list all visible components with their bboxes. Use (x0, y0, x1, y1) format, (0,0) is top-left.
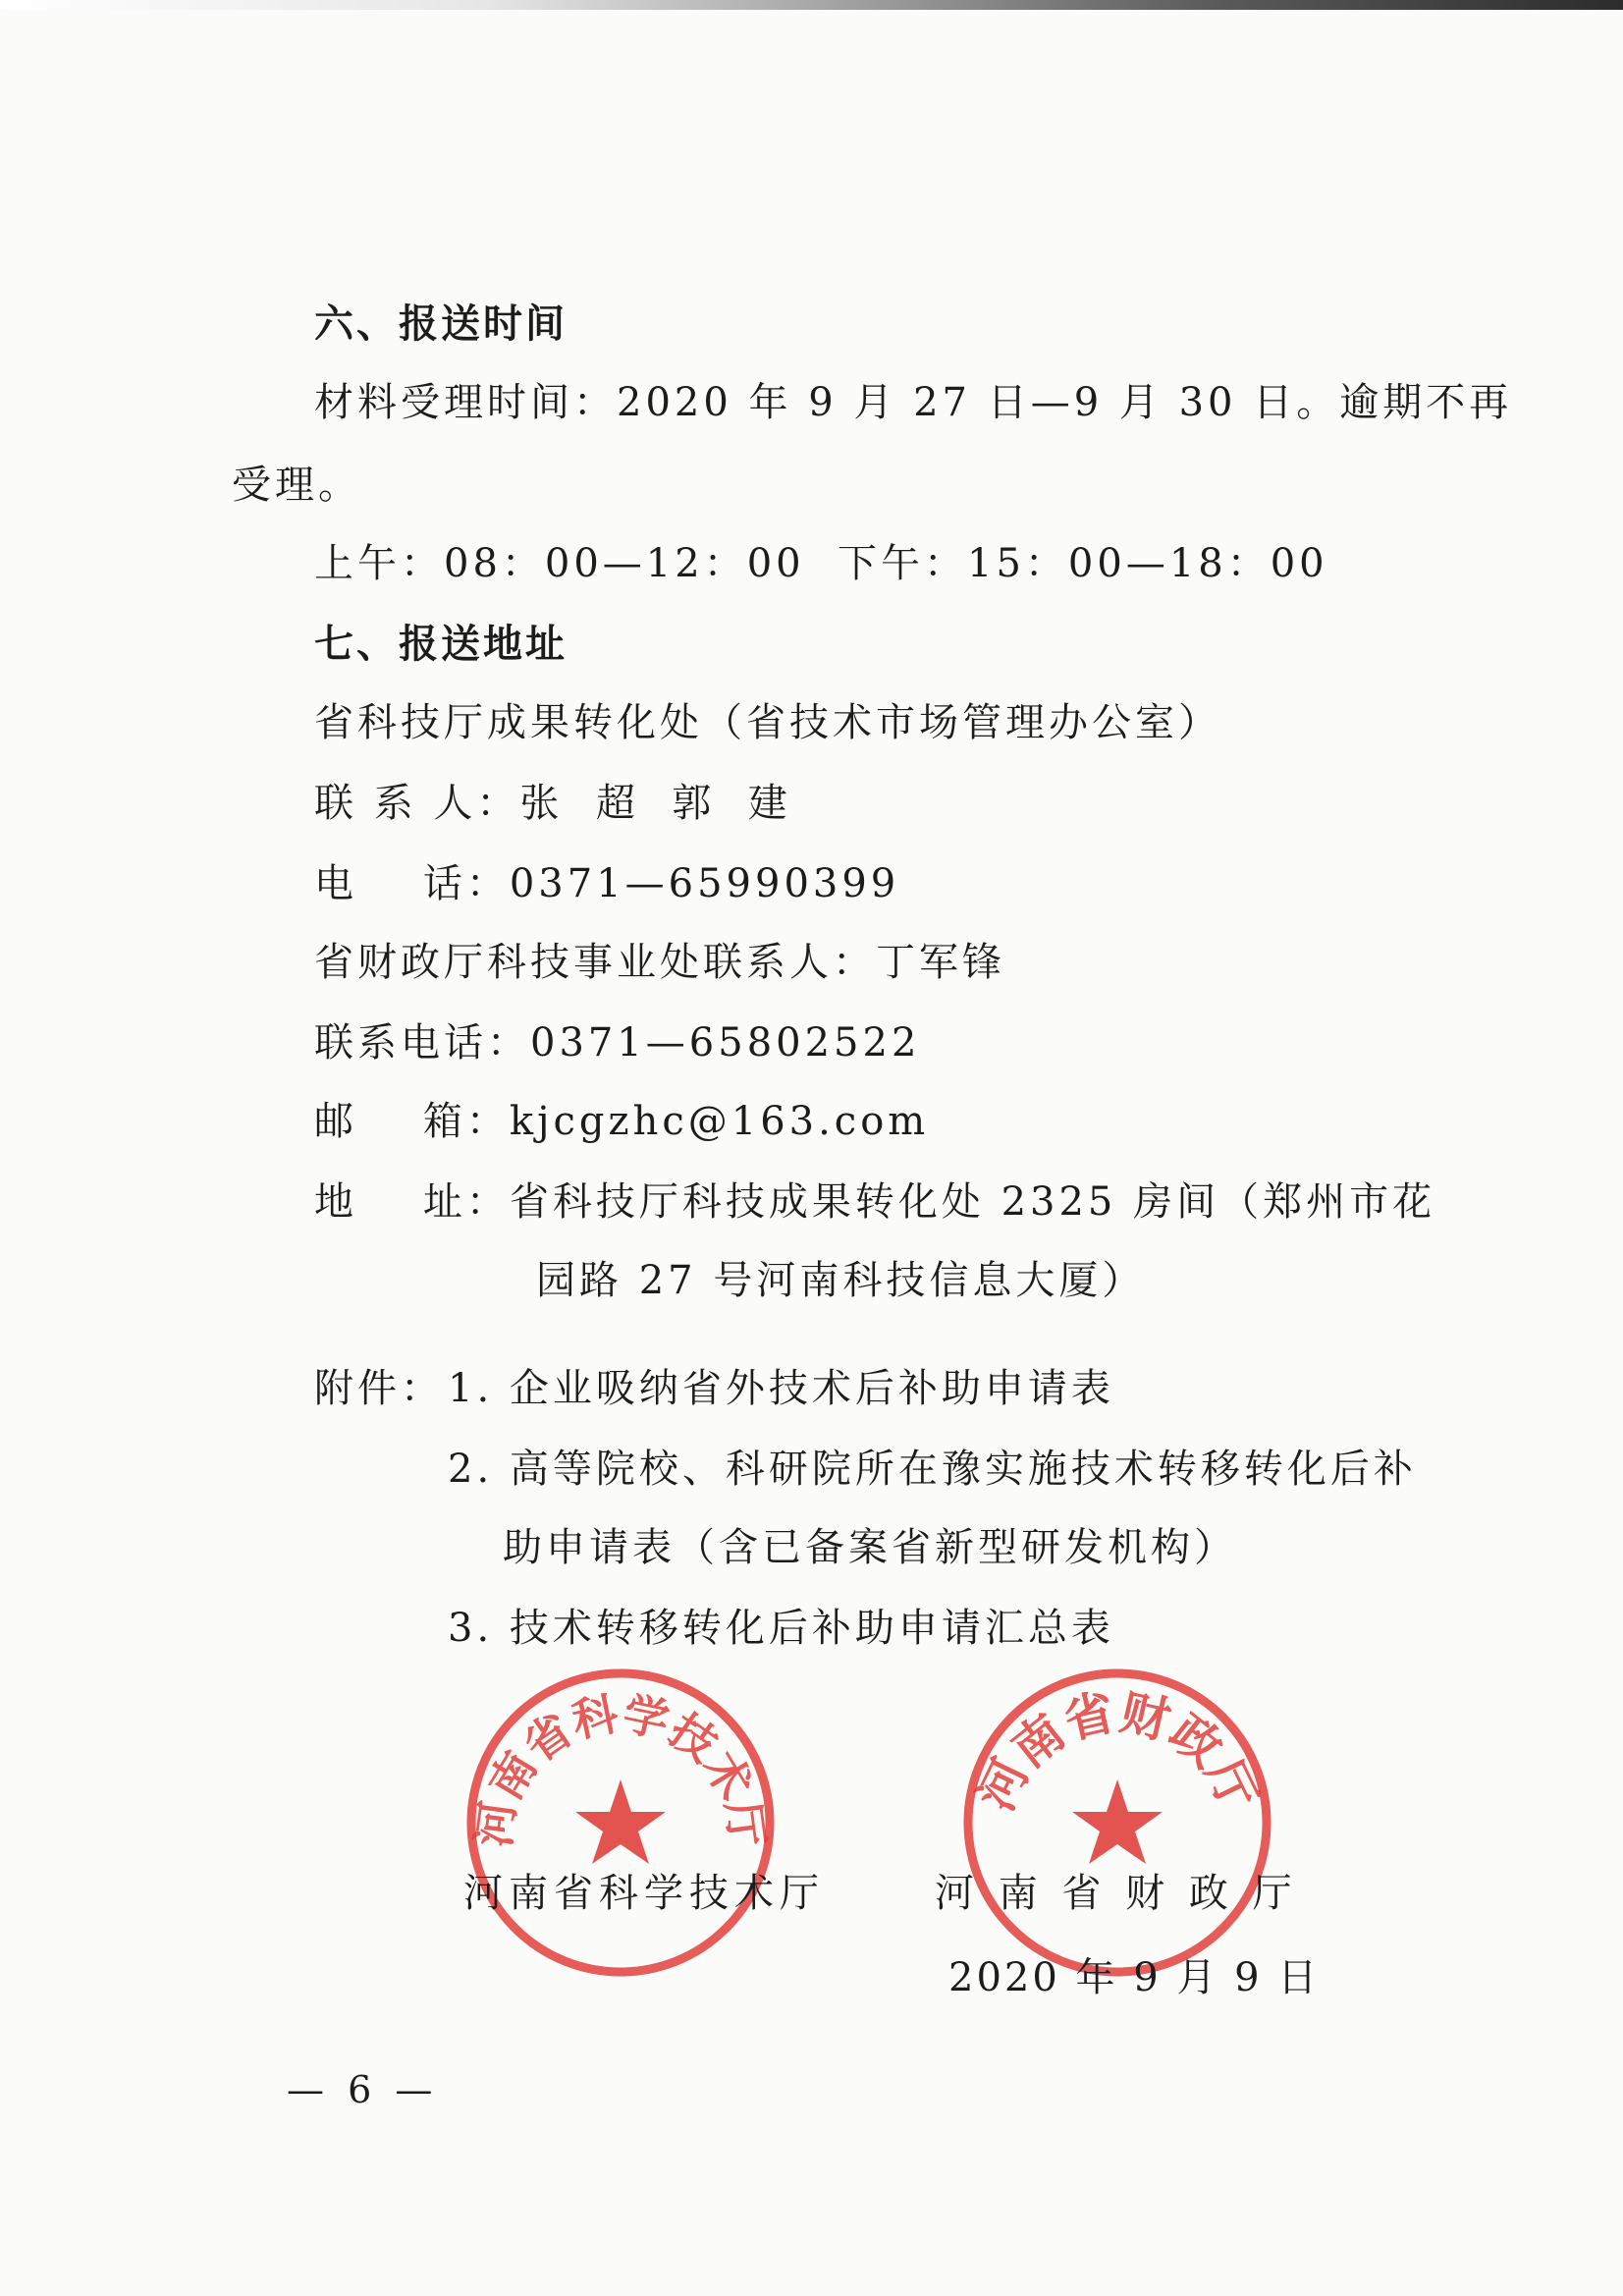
section-7-heading: 七、报送地址 (314, 622, 568, 667)
receipt-time-line: 材料受理时间：2020 年 9 月 27 日—9 月 30 日。逾期不再 (314, 380, 1513, 425)
office-hours: 上午：08：00—12：00 下午：15：00—18：00 (314, 541, 1328, 586)
address-line-2: 园路 27 号河南科技信息大厦） (536, 1258, 1146, 1303)
page-number: — 6 — (287, 2068, 439, 2111)
star-icon (1072, 1779, 1163, 1864)
signer-science-department: 河南省科学技术厅 (463, 1871, 825, 1916)
attachment-item-2-continuation: 助申请表（含已备案省新型研发机构） (503, 1525, 1237, 1570)
contact-persons: 联 系 人：张 超 郭 建 (314, 781, 791, 826)
attachment-item-2: 2. 高等院校、科研院所在豫实施技术转移转化后补 (448, 1447, 1417, 1492)
seal-finance-department (960, 1666, 1274, 1980)
signer-finance-department: 河 南 省 财 政 厅 (935, 1871, 1298, 1916)
seal-finance-department-graphic (960, 1666, 1274, 1980)
seal-right-text: 河南省财政厅 (967, 1683, 1268, 1820)
section-6-heading: 六、报送时间 (314, 301, 568, 347)
seal-science-department-graphic (463, 1666, 778, 1980)
attachment-item-1: 1. 企业吸纳省外技术后补助申请表 (448, 1366, 1114, 1411)
attachments-label: 附件： (314, 1366, 444, 1411)
receipt-time-continuation: 受理。 (232, 463, 361, 508)
office-name: 省科技厅成果转化处（省技术市场管理办公室） (314, 700, 1221, 745)
attachment-item-3: 3. 技术转移转化后补助申请汇总表 (448, 1606, 1114, 1651)
finance-contact: 省财政厅科技事业处联系人：丁军锋 (314, 940, 1005, 985)
issue-date: 2020 年 9 月 9 日 (948, 1955, 1321, 2000)
contact-phone: 电 话：0371—65990399 (314, 861, 900, 906)
star-icon (575, 1779, 666, 1864)
email-line: 邮 箱：kjcgzhc@163.com (314, 1099, 930, 1144)
scan-edge (0, 0, 1623, 10)
seal-left-text: 河南省科学技术厅 (466, 1686, 775, 1850)
address-line-1: 地 址：省科技厅科技成果转化处 2325 房间（郑州市花 (314, 1179, 1436, 1225)
seal-science-department (463, 1666, 778, 1980)
finance-phone: 联系电话：0371—65802522 (314, 1020, 921, 1066)
